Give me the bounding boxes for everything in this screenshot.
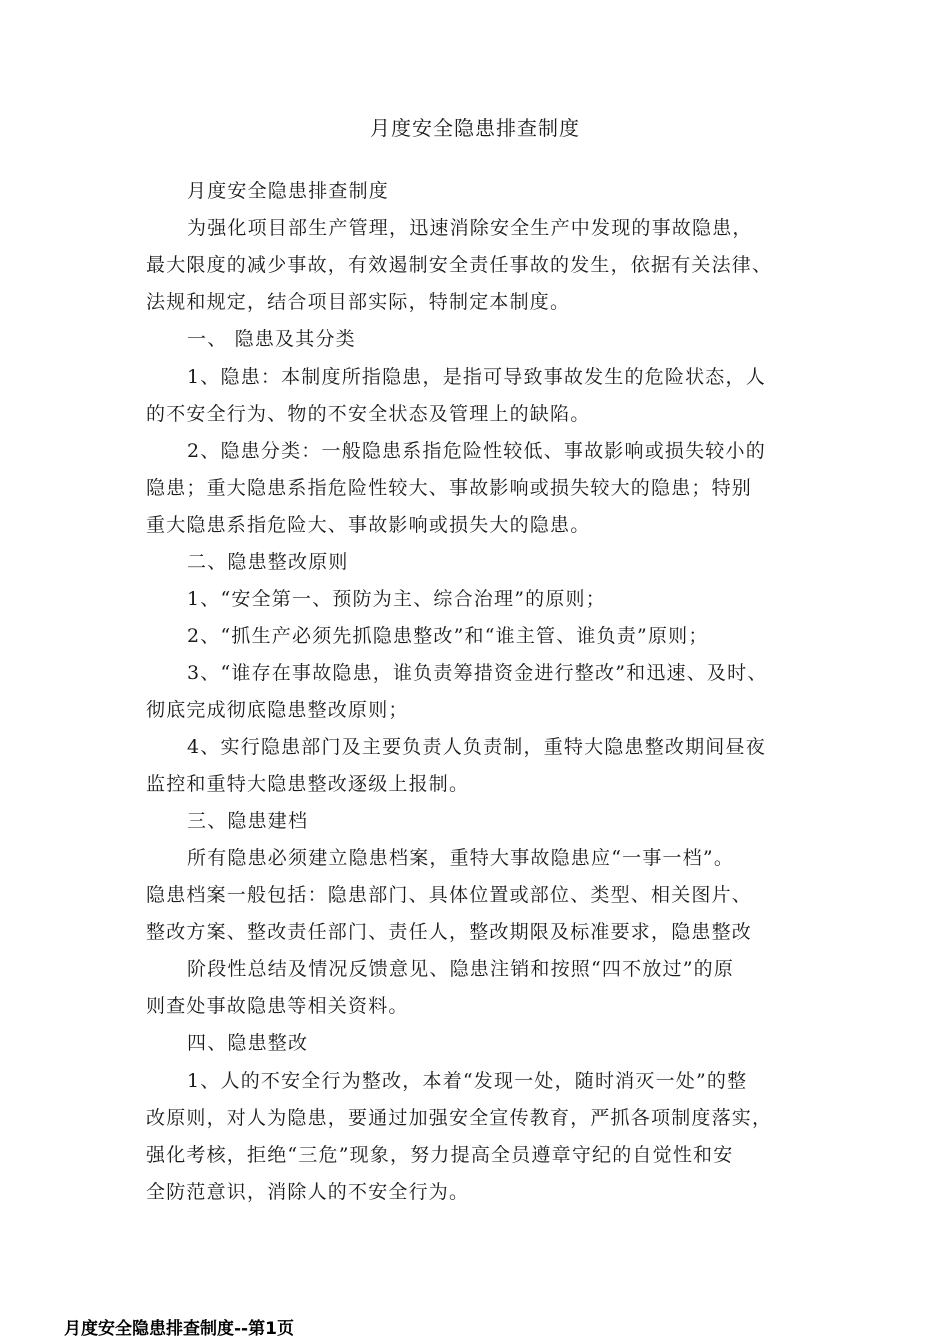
paragraph-line: 1、隐患：本制度所指隐患，是指可导致事故发生的危险状态，人 bbox=[187, 366, 766, 388]
paragraph-line: 强化考核，拒绝“三危”现象，努力提高全员遵章守纪的自觉性和安 bbox=[146, 1144, 734, 1166]
page-footer: 月度安全隐患排查制度--第1页 bbox=[64, 1319, 294, 1339]
paragraph-line: 为强化项目部生产管理，迅速消除安全生产中发现的事故隐患， bbox=[187, 217, 753, 239]
paragraph-line: 则查处事故隐患等相关资料。 bbox=[146, 995, 409, 1017]
subtitle-line: 月度安全隐患排查制度 bbox=[187, 180, 390, 202]
paragraph-line: 法规和规定，结合项目部实际，特制定本制度。 bbox=[146, 291, 571, 313]
paragraph-line: 所有隐患必须建立隐患档案，重特大事故隐患应“一事一档”。 bbox=[187, 847, 735, 869]
section-heading: 四、隐患整改 bbox=[187, 1032, 309, 1054]
paragraph-line: 改原则，对人为隐患，要通过加强安全宣传教育，严抓各项制度落实， bbox=[146, 1107, 773, 1129]
paragraph-line: 重大隐患系指危险大、事故影响或损失大的隐患。 bbox=[146, 514, 591, 536]
paragraph-line: 1、人的不安全行为整改，本着“发现一处，随时消灭一处”的整 bbox=[187, 1070, 748, 1092]
paragraph-line: 彻底完成彻底隐患整改原则； bbox=[146, 699, 409, 721]
paragraph-line: 监控和重特大隐患整改逐级上报制。 bbox=[146, 773, 470, 795]
paragraph-line: 2、隐患分类：一般隐患系指危险性较低、事故影响或损失较小的 bbox=[187, 440, 766, 462]
paragraph-line: 隐患；重大隐患系指危险性较大、事故影响或损失较大的隐患；特别 bbox=[146, 477, 753, 499]
section-heading: 三、隐患建档 bbox=[187, 810, 309, 832]
paragraph-line: 阶段性总结及情况反馈意见、隐患注销和按照“四不放过”的原 bbox=[187, 958, 735, 980]
paragraph-line: 3、“谁存在事故隐患，谁负责筹措资金进行整改”和迅速、及时、 bbox=[187, 662, 768, 684]
section-heading: 一、 隐患及其分类 bbox=[187, 328, 356, 350]
paragraph-line: 的不安全行为、物的不安全状态及管理上的缺陷。 bbox=[146, 403, 591, 425]
document-title: 月度安全隐患排查制度 bbox=[370, 116, 580, 140]
paragraph-line: 1、“安全第一、预防为主、综合治理”的原则； bbox=[187, 588, 606, 610]
paragraph-line: 最大限度的减少事故，有效遏制安全责任事故的发生，依据有关法律、 bbox=[146, 254, 773, 276]
paragraph-line: 全防范意识，消除人的不安全行为。 bbox=[146, 1181, 470, 1203]
paragraph-line: 2、“抓生产必须先抓隐患整改”和“谁主管、谁负责”原则； bbox=[187, 625, 709, 647]
paragraph-line: 整改方案、整改责任部门、责任人，整改期限及标准要求，隐患整改 bbox=[146, 921, 753, 943]
section-heading: 二、隐患整改原则 bbox=[187, 551, 349, 573]
paragraph-line: 隐患档案一般包括：隐患部门、具体位置或部位、类型、相关图片、 bbox=[146, 884, 753, 906]
paragraph-line: 4、实行隐患部门及主要负责人负责制，重特大隐患整改期间昼夜 bbox=[187, 736, 766, 758]
